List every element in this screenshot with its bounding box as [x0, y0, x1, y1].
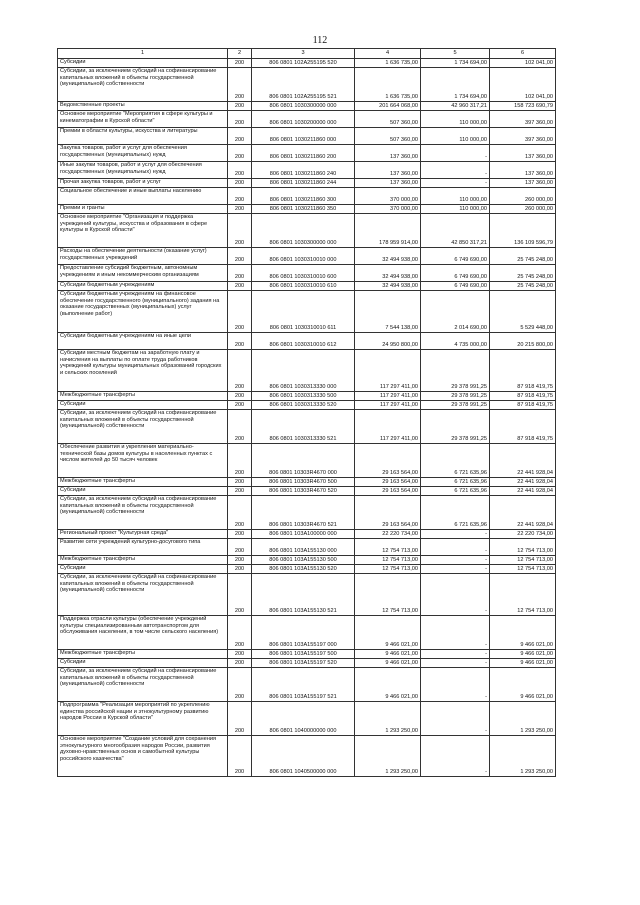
cell-name: Основное мероприятие "Создание условий для сохранения этнокультурного многообразия народов России, развития духовно-нравственных основ и самобытной культуры российского казачества": [58, 736, 228, 777]
table-row: [58, 162, 556, 179]
cell-code: 200: [228, 350, 252, 392]
cell-v3: 260 000,00: [490, 205, 556, 214]
cell-cls: 806 0801 1030211860 000: [252, 128, 355, 145]
cell-v2: -: [421, 668, 490, 702]
page-number: 112: [312, 35, 328, 46]
cell-name: Обеспечение развития и укрепления материально-технической базы домов культуры в населенных пунктах с числом жителей до 50 тысяч человек: [58, 444, 228, 478]
cell-code: 200: [228, 162, 252, 179]
cell-cls: 806 0801 1030300000 000: [252, 214, 355, 248]
header-cell: 3: [252, 49, 355, 59]
cell-v3: 397 360,00: [490, 128, 556, 145]
cell-code: 200: [228, 333, 252, 350]
cell-v2: 29 378 991,25: [421, 350, 490, 392]
cell-cls: 806 0801 103A155197 520: [252, 659, 355, 668]
cell-cls: 806 0801 1030313330 000: [252, 350, 355, 392]
cell-v3: 137 360,00: [490, 145, 556, 162]
cell-code: 200: [228, 128, 252, 145]
cell-v3: 25 745 248,00: [490, 248, 556, 265]
cell-v3: 158 723 690,79: [490, 102, 556, 111]
cell-cls: 806 0801 1030310010 600: [252, 265, 355, 282]
cell-v3: 136 109 596,79: [490, 214, 556, 248]
cell-name: Подпрограмма "Реализация мероприятий по укреплению единства российской нации и этнокультурному развитию народов России в Курской области": [58, 702, 228, 736]
cell-v1: 29 163 564,00: [355, 487, 421, 496]
table-row: [58, 111, 556, 128]
cell-name: Субсидии бюджетным учреждениям на финансовое обеспечение государственного (муниципального) задания на оказание государственных (муниципальных) услуг (выполнение работ): [58, 291, 228, 333]
cell-cls: 806 0801 1030313330 520: [252, 401, 355, 410]
cell-v1: 137 360,00: [355, 162, 421, 179]
cell-v3: 22 441 928,04: [490, 444, 556, 478]
cell-name: Межбюджетные трансферты: [58, 392, 228, 401]
cell-v3: 9 466 021,00: [490, 668, 556, 702]
header-row: [58, 49, 556, 59]
cell-cls: 806 0801 1030310010 611: [252, 291, 355, 333]
cell-v2: -: [421, 616, 490, 650]
cell-name: Премии и гранты: [58, 205, 228, 214]
cell-name: Субсидии: [58, 659, 228, 668]
table-row: [58, 350, 556, 392]
cell-name: Ведомственные проекты: [58, 102, 228, 111]
cell-v2: 1 734 694,00: [421, 68, 490, 102]
table-row: [58, 650, 556, 659]
cell-cls: 806 0801 102A255195 521: [252, 68, 355, 102]
table-row: [58, 539, 556, 556]
cell-v2: -: [421, 574, 490, 616]
cell-v2: 2 014 690,00: [421, 291, 490, 333]
cell-v2: 29 378 991,25: [421, 392, 490, 401]
cell-cls: 806 0801 103A155130 521: [252, 574, 355, 616]
cell-v1: 29 163 564,00: [355, 496, 421, 530]
cell-code: 200: [228, 392, 252, 401]
cell-v3: 137 360,00: [490, 179, 556, 188]
cell-v3: 1 293 250,00: [490, 736, 556, 777]
cell-name: Основное мероприятие "Организация и поддержка учреждений культуры, искусства и образования в сфере культуры в Курской области": [58, 214, 228, 248]
cell-code: 200: [228, 265, 252, 282]
cell-v2: 29 378 991,25: [421, 410, 490, 444]
cell-code: 200: [228, 539, 252, 556]
cell-cls: 806 0801 1030211860 350: [252, 205, 355, 214]
cell-cls: 806 0801 103A155130 520: [252, 565, 355, 574]
cell-v1: 370 000,00: [355, 205, 421, 214]
cell-code: 200: [228, 282, 252, 291]
cell-name: Субсидии: [58, 487, 228, 496]
table-row: [58, 556, 556, 565]
table-row: [58, 59, 556, 68]
cell-v3: 9 466 021,00: [490, 659, 556, 668]
cell-v2: 110 000,00: [421, 111, 490, 128]
cell-name: Субсидии бюджетным учреждениям на иные цели: [58, 333, 228, 350]
cell-v2: 6 721 635,96: [421, 487, 490, 496]
cell-name: Поддержка отрасли культуры (обеспечение учреждений культуры специализированным автотранспортом для обслуживания населения, в том числе сельского населения): [58, 616, 228, 650]
cell-v1: 1 636 735,00: [355, 68, 421, 102]
cell-cls: 806 0801 1030313330 500: [252, 392, 355, 401]
table-row: [58, 530, 556, 539]
cell-code: 200: [228, 478, 252, 487]
cell-code: 200: [228, 179, 252, 188]
cell-v1: 9 466 021,00: [355, 616, 421, 650]
cell-code: 200: [228, 145, 252, 162]
cell-v1: 7 544 138,00: [355, 291, 421, 333]
cell-cls: 806 0801 1030211860 244: [252, 179, 355, 188]
cell-v1: 24 950 800,00: [355, 333, 421, 350]
cell-code: 200: [228, 248, 252, 265]
cell-code: 200: [228, 444, 252, 478]
cell-v3: 87 918 419,75: [490, 410, 556, 444]
cell-v3: 12 754 713,00: [490, 565, 556, 574]
table-row: [58, 487, 556, 496]
cell-cls: 806 0801 103A100000 000: [252, 530, 355, 539]
cell-v3: 260 000,00: [490, 188, 556, 205]
cell-v1: 32 494 938,00: [355, 248, 421, 265]
cell-cls: 806 0801 102A255195 520: [252, 59, 355, 68]
cell-code: 200: [228, 401, 252, 410]
cell-name: Закупка товаров, работ и услуг для обеспечения государственных (муниципальных) нужд: [58, 145, 228, 162]
table-row: [58, 444, 556, 478]
cell-name: Межбюджетные трансферты: [58, 556, 228, 565]
table-row: [58, 478, 556, 487]
table-row: [58, 102, 556, 111]
table-row: [58, 616, 556, 650]
cell-v2: 6 721 635,96: [421, 496, 490, 530]
cell-v3: 87 918 419,75: [490, 392, 556, 401]
table-row: [58, 188, 556, 205]
cell-v3: 1 293 250,00: [490, 702, 556, 736]
cell-v1: 29 163 564,00: [355, 478, 421, 487]
cell-cls: 806 0801 1030310010 610: [252, 282, 355, 291]
cell-code: 200: [228, 556, 252, 565]
cell-v2: -: [421, 530, 490, 539]
cell-v3: 22 441 928,04: [490, 496, 556, 530]
table-row: [58, 702, 556, 736]
table-row: [58, 248, 556, 265]
cell-v3: 22 441 928,04: [490, 478, 556, 487]
cell-v1: 117 297 411,00: [355, 401, 421, 410]
cell-cls: 806 0801 1030313330 521: [252, 410, 355, 444]
cell-name: Межбюджетные трансферты: [58, 478, 228, 487]
cell-v1: 1 636 735,00: [355, 59, 421, 68]
cell-name: Основное мероприятие "Мероприятия в сфере культуры и кинематографии в Курской области": [58, 111, 228, 128]
table-row: [58, 401, 556, 410]
cell-v1: 178 959 914,00: [355, 214, 421, 248]
cell-v2: 1 734 694,00: [421, 59, 490, 68]
cell-v1: 201 664 068,00: [355, 102, 421, 111]
cell-name: Иные закупки товаров, работ и услуг для обеспечения государственных (муниципальных) нужд: [58, 162, 228, 179]
table-row: [58, 179, 556, 188]
cell-name: Региональный проект "Культурная среда": [58, 530, 228, 539]
cell-name: Премии в области культуры, искусства и литературы: [58, 128, 228, 145]
cell-v2: 110 000,00: [421, 205, 490, 214]
cell-code: 200: [228, 496, 252, 530]
budget-table: [57, 48, 556, 777]
cell-name: Субсидии, за исключением субсидий на софинансирование капитальных вложений в объекты государственной (муниципальной) собственности: [58, 410, 228, 444]
cell-cls: 806 0801 10303R4670 521: [252, 496, 355, 530]
cell-code: 200: [228, 410, 252, 444]
cell-code: 200: [228, 702, 252, 736]
cell-v1: 370 000,00: [355, 188, 421, 205]
cell-code: 200: [228, 291, 252, 333]
cell-name: Предоставление субсидий бюджетным, автономным учреждениям и иным некоммерческим организациям: [58, 265, 228, 282]
cell-v2: -: [421, 179, 490, 188]
cell-v2: -: [421, 556, 490, 565]
cell-v3: 137 360,00: [490, 162, 556, 179]
cell-v1: 1 293 250,00: [355, 736, 421, 777]
cell-code: 200: [228, 487, 252, 496]
cell-v3: 12 754 713,00: [490, 556, 556, 565]
cell-v2: -: [421, 659, 490, 668]
table-row: [58, 565, 556, 574]
cell-v3: 87 918 419,75: [490, 350, 556, 392]
cell-v1: 507 360,00: [355, 128, 421, 145]
cell-code: 200: [228, 659, 252, 668]
table-row: [58, 668, 556, 702]
cell-v3: 87 918 419,75: [490, 401, 556, 410]
cell-name: Прочая закупка товаров, работ и услуг: [58, 179, 228, 188]
cell-cls: 806 0801 103A155130 000: [252, 539, 355, 556]
table-row: [58, 145, 556, 162]
cell-name: Социальное обеспечение и иные выплаты населению: [58, 188, 228, 205]
cell-name: Субсидии, за исключением субсидий на софинансирование капитальных вложений в объекты государственной (муниципальной) собственности: [58, 574, 228, 616]
table-row: [58, 659, 556, 668]
cell-code: 200: [228, 188, 252, 205]
cell-v1: 32 494 938,00: [355, 282, 421, 291]
cell-name: Развитие сети учреждений культурно-досугового типа: [58, 539, 228, 556]
header-cell: 1: [58, 49, 228, 59]
cell-v3: 102 041,00: [490, 68, 556, 102]
cell-v1: 29 163 564,00: [355, 444, 421, 478]
cell-code: 200: [228, 59, 252, 68]
table-row: [58, 205, 556, 214]
cell-name: Субсидии, за исключением субсидий на софинансирование капитальных вложений в объекты государственной (муниципальной) собственности: [58, 496, 228, 530]
cell-cls: 806 0801 10303R4670 000: [252, 444, 355, 478]
cell-v3: 22 220 734,00: [490, 530, 556, 539]
cell-v3: 397 360,00: [490, 111, 556, 128]
cell-v1: 9 466 021,00: [355, 650, 421, 659]
cell-v1: 117 297 411,00: [355, 350, 421, 392]
table-row: [58, 128, 556, 145]
cell-cls: 806 0801 103A155197 000: [252, 616, 355, 650]
cell-v2: 6 721 635,96: [421, 444, 490, 478]
cell-cls: 806 0801 1030211860 200: [252, 145, 355, 162]
table-row: [58, 333, 556, 350]
cell-cls: 806 0801 10303R4670 500: [252, 478, 355, 487]
cell-v3: 12 754 713,00: [490, 539, 556, 556]
cell-code: 200: [228, 530, 252, 539]
cell-v3: 9 466 021,00: [490, 616, 556, 650]
cell-v3: 102 041,00: [490, 59, 556, 68]
cell-v2: 42 850 317,21: [421, 214, 490, 248]
cell-name: Субсидии: [58, 401, 228, 410]
cell-name: Субсидии, за исключением субсидий на софинансирование капитальных вложений в объекты государственной (муниципальной) собственности: [58, 68, 228, 102]
header-cell: 5: [421, 49, 490, 59]
table-row: [58, 392, 556, 401]
table-row: [58, 574, 556, 616]
cell-cls: 806 0801 103A155197 521: [252, 668, 355, 702]
cell-code: 200: [228, 111, 252, 128]
table-row: [58, 736, 556, 777]
header-cell: 4: [355, 49, 421, 59]
table-row: [58, 410, 556, 444]
cell-v2: -: [421, 565, 490, 574]
cell-code: 200: [228, 574, 252, 616]
cell-v2: 6 749 690,00: [421, 265, 490, 282]
table-row: [58, 291, 556, 333]
cell-code: 200: [228, 736, 252, 777]
cell-cls: 806 0801 103A155197 500: [252, 650, 355, 659]
cell-cls: 806 0801 1030300000 000: [252, 102, 355, 111]
cell-v2: -: [421, 162, 490, 179]
table-row: [58, 68, 556, 102]
cell-cls: 806 0801 1030310010 612: [252, 333, 355, 350]
cell-name: Субсидии: [58, 565, 228, 574]
cell-code: 200: [228, 616, 252, 650]
cell-code: 200: [228, 668, 252, 702]
cell-name: Расходы на обеспечение деятельности (оказание услуг) государственных учреждений: [58, 248, 228, 265]
cell-cls: 806 0801 1040000000 000: [252, 702, 355, 736]
table-row: [58, 214, 556, 248]
cell-v1: 9 466 021,00: [355, 659, 421, 668]
table-row: [58, 282, 556, 291]
cell-v3: 5 529 448,00: [490, 291, 556, 333]
cell-v1: 507 360,00: [355, 111, 421, 128]
cell-v1: 9 466 021,00: [355, 668, 421, 702]
cell-code: 200: [228, 214, 252, 248]
cell-v1: 12 754 713,00: [355, 539, 421, 556]
cell-code: 200: [228, 650, 252, 659]
cell-name: Субсидии местным бюджетам на заработную плату и начисления на выплаты по оплате труда работников учреждений культуры муниципальных образований городских и сельских поселений: [58, 350, 228, 392]
cell-v2: -: [421, 650, 490, 659]
cell-v2: 110 000,00: [421, 128, 490, 145]
cell-v3: 22 441 928,04: [490, 487, 556, 496]
cell-v2: -: [421, 736, 490, 777]
cell-v2: 4 735 000,00: [421, 333, 490, 350]
cell-v2: -: [421, 539, 490, 556]
table-row: [58, 496, 556, 530]
cell-v2: 110 000,00: [421, 188, 490, 205]
cell-v1: 22 220 734,00: [355, 530, 421, 539]
cell-v1: 137 360,00: [355, 179, 421, 188]
cell-v3: 25 745 248,00: [490, 265, 556, 282]
cell-v1: 117 297 411,00: [355, 410, 421, 444]
cell-name: Межбюджетные трансферты: [58, 650, 228, 659]
cell-v1: 32 494 938,00: [355, 265, 421, 282]
cell-v3: 9 466 021,00: [490, 650, 556, 659]
cell-cls: 806 0801 1040500000 000: [252, 736, 355, 777]
cell-cls: 806 0801 1030310010 000: [252, 248, 355, 265]
cell-v1: 137 360,00: [355, 145, 421, 162]
cell-v2: 6 749 690,00: [421, 282, 490, 291]
cell-name: Субсидии бюджетным учреждениям: [58, 282, 228, 291]
cell-v2: 6 721 635,96: [421, 478, 490, 487]
cell-name: Субсидии: [58, 59, 228, 68]
cell-v2: -: [421, 702, 490, 736]
cell-cls: 806 0801 1030211860 240: [252, 162, 355, 179]
cell-v3: 20 215 800,00: [490, 333, 556, 350]
cell-v3: 25 745 248,00: [490, 282, 556, 291]
cell-code: 200: [228, 68, 252, 102]
table-row: [58, 265, 556, 282]
cell-code: 200: [228, 565, 252, 574]
header-cell: 2: [228, 49, 252, 59]
cell-name: Субсидии, за исключением субсидий на софинансирование капитальных вложений в объекты государственной (муниципальной) собственности: [58, 668, 228, 702]
cell-v1: 117 297 411,00: [355, 392, 421, 401]
cell-v2: 6 749 690,00: [421, 248, 490, 265]
cell-v1: 12 754 713,00: [355, 565, 421, 574]
cell-cls: 806 0801 1030211860 300: [252, 188, 355, 205]
header-cell: 6: [490, 49, 556, 59]
cell-code: 200: [228, 205, 252, 214]
cell-v1: 12 754 713,00: [355, 574, 421, 616]
cell-v2: 29 378 991,25: [421, 401, 490, 410]
cell-cls: 806 0801 10303R4670 520: [252, 487, 355, 496]
cell-v2: 42 960 317,21: [421, 102, 490, 111]
cell-v3: 12 754 713,00: [490, 574, 556, 616]
cell-code: 200: [228, 102, 252, 111]
cell-cls: 806 0801 1030200000 000: [252, 111, 355, 128]
cell-v2: -: [421, 145, 490, 162]
cell-cls: 806 0801 103A155130 500: [252, 556, 355, 565]
cell-v1: 12 754 713,00: [355, 556, 421, 565]
cell-v1: 1 293 250,00: [355, 702, 421, 736]
